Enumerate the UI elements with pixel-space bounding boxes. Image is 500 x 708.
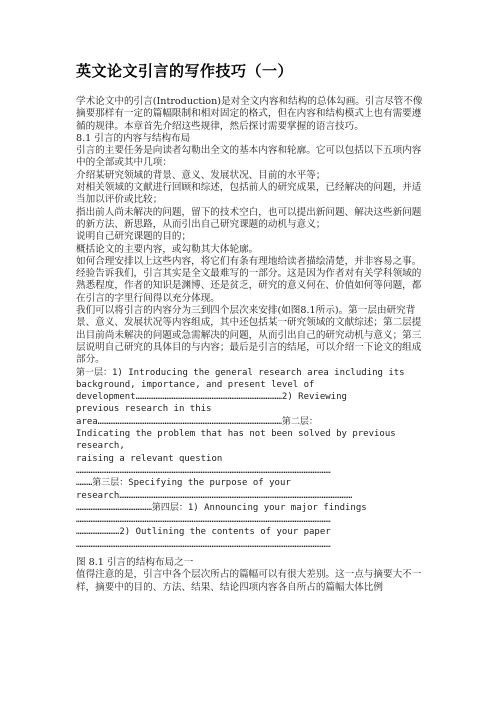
document-title: 英文论文引言的写作技巧（一）: [76, 62, 294, 80]
figure-line: background, importance, and present level of: [76, 379, 315, 390]
figure-dots: ……………………………………………………………………………………………………………………………: [76, 515, 331, 526]
list-item-purpose: 说明自己研究课题的目的；: [76, 231, 192, 243]
figure-line: ……………………………………第四层：1) Announcing your major findings: [76, 502, 367, 513]
paragraph-tail: 值得注意的是，引言中各个层次所占的篇幅可以有很大差别。这一点与摘要大不一样，摘要中的目的、方法、结果、结论四项内容各自所占的篇幅大体比例: [76, 569, 422, 593]
figure-line: area…………………………………………………………………………………………第二层：: [76, 416, 318, 427]
figure-dots: ……………………………………………………………………………………………………………………………: [76, 465, 331, 476]
list-item-outline: 概括论文的主要内容，或勾勒其大体轮廓。: [76, 243, 259, 255]
paragraph-intro: 学术论文中的引言(Introduction)是对全文内容和结构的总体勾画。引言尽管不像摘要那样有一定的篇幅限制和相对固定的格式，但在内容和结构模式上也有需要遵循的规律。本章首先介绍这些规律，然后探讨需要掌握的语言技巧。: [76, 96, 423, 132]
figure-line: Indicating the problem that has not been solved by previous research,: [76, 429, 396, 452]
figure-line: previous research in this: [76, 404, 212, 415]
list-item-review: 对相关领域的文献进行回顾和综述，包括前人的研究成果，已经解决的问题，并适当加以评价或比较；: [76, 182, 422, 206]
paragraph-layers: 我们可以将引言的内容分为三到四个层次来安排(如图8.1所示)。第一层由研究背景、意义、发展状况等内容组成，其中还包括某一研究领域的文献综述；第二层提出目前尚未解决的问题或急需解决的问题，从而引出自己的研究动机与意义；第三层说明自己研究的具体目的与内容；最后是引言的结尾，可以介绍一下论文的组成部分。: [76, 305, 422, 366]
list-item-background: 介绍某研究领域的背景、意义、发展状况、目前的水平等；: [76, 169, 326, 181]
paragraph-difficulty: 如何合理安排以上这些内容，将它们有条有理地给读者描绘清楚，并非容易之事。经验告诉我们，引言其实是全文最难写的一部分。这是因为作者对有关学科领域的熟悉程度，作者的知识是渊博、还是贫乏，研究的意义何在、价值如何等问题，都在引言的字里行间得以充分体现。: [76, 255, 422, 304]
figure-dots: ……………………………………………………………………………………………………………………………: [76, 539, 331, 550]
document-body: [76, 96, 426, 594]
figure-line: ………第三层：Specifying the purpose of your: [76, 478, 291, 489]
list-item-problem: 指出前人尚未解决的问题，留下的技术空白，也可以提出新问题、解决这些新问题的新方法、新思路，从而引出自己研究课题的动机与意义；: [76, 206, 422, 230]
figure-line: research…………………………………………………………………………………………………………………: [76, 490, 353, 501]
figure-caption: 图 8.1 引言的结构布局之一: [76, 556, 194, 568]
figure-line: 第一层：1) Introducing the general research area including its: [76, 367, 405, 378]
figure-line: raising a relevant question: [76, 453, 223, 464]
paragraph-task: 引言的主要任务是向读者勾勒出全文的基本内容和轮廓。它可以包括以下五项内容中的全部或其中几项：: [76, 145, 422, 169]
figure-line: development………………………………………………………………………2) Reviewing: [76, 392, 347, 403]
figure-line: ……………………2) Outlining the contents of your paper: [76, 527, 331, 538]
section-heading-8-1: 8.1 引言的内容与结构布局: [76, 132, 191, 144]
